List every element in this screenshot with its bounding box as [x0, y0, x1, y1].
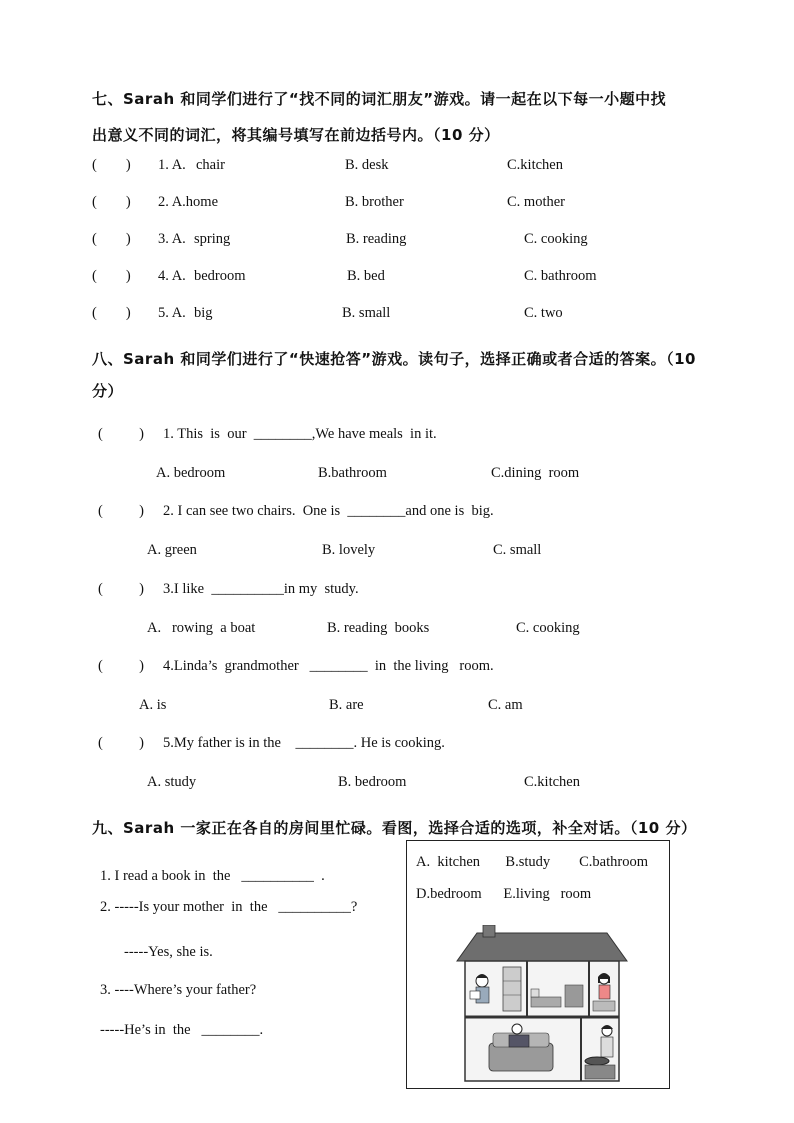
option-b: B. reading: [346, 231, 407, 247]
option-c: C. cooking: [516, 620, 580, 636]
option-a: A. green: [147, 542, 197, 558]
option-b: B. bed: [347, 268, 385, 284]
answer-bracket[interactable]: ( ): [98, 426, 144, 442]
options-line-2: D.bedroom E.living room: [416, 886, 592, 902]
dialog-line-4: 3. ----Where’s your father?: [100, 982, 257, 998]
option-b: B. lovely: [322, 542, 376, 558]
option-a: A. study: [147, 774, 197, 790]
option-c: C. am: [488, 697, 523, 713]
option-b: B. reading books: [327, 620, 430, 636]
question-number: 4. A.: [158, 268, 186, 284]
question-number: 5. A.: [158, 305, 186, 321]
section9-heading: 九、Sarah 一家正在各自的房间里忙碌。看图，选择合适的选项，补全对话。（10 分）: [92, 819, 697, 837]
answer-bracket[interactable]: ( ): [92, 268, 131, 284]
answer-bracket[interactable]: ( ): [98, 658, 144, 674]
section7-heading-line2: 出意义不同的词汇，将其编号填写在前边括号内。（10 分）: [92, 126, 500, 144]
option-b: B. small: [342, 305, 391, 321]
option-b: B. are: [329, 697, 364, 713]
option-c: C. small: [493, 542, 542, 558]
house-illustration-icon: [447, 925, 637, 1083]
option-c: C.kitchen: [507, 157, 563, 173]
option-a: big: [194, 305, 213, 321]
answer-bracket[interactable]: ( ): [92, 194, 131, 210]
option-a: A. bedroom: [156, 465, 226, 481]
option-c: C. two: [524, 305, 563, 321]
option-b: B.bathroom: [318, 465, 387, 481]
dialog-line-5: -----He’s in the ________.: [100, 1022, 264, 1038]
answer-bracket[interactable]: ( ): [92, 231, 131, 247]
options-line-1: A. kitchen B.study C.bathroom: [416, 854, 648, 870]
option-b: B. bedroom: [338, 774, 407, 790]
option-c: C. mother: [507, 194, 565, 210]
section7-heading-line1: 七、Sarah 和同学们进行了“找不同的词汇朋友”游戏。请一起在以下每一小题中找: [92, 90, 667, 108]
question-text: 3.I like __________in my study.: [163, 581, 359, 597]
dialog-line-1: 1. I read a book in the __________ .: [100, 868, 325, 884]
question-text: 2. I can see two chairs. One is ________and one is big.: [163, 503, 494, 519]
options-box: [406, 840, 670, 1089]
option-b: B. desk: [345, 157, 389, 173]
dialog-line-2: 2. -----Is your mother in the __________?: [100, 899, 358, 915]
option-a: bedroom: [194, 268, 246, 284]
answer-bracket[interactable]: ( ): [92, 157, 131, 173]
question-text: 5.My father is in the ________. He is cooking.: [163, 735, 445, 751]
dialog-line-3: -----Yes, she is.: [124, 944, 213, 960]
option-a: A. is: [139, 697, 167, 713]
question-number: 1. A.: [158, 157, 186, 173]
option-c: C.kitchen: [524, 774, 580, 790]
answer-bracket[interactable]: ( ): [98, 503, 144, 519]
option-b: B. brother: [345, 194, 404, 210]
question-number: 2. A.home: [158, 194, 219, 210]
section8-heading-line1: 八、Sarah 和同学们进行了“快速抢答”游戏。读句子，选择正确或者合适的答案。（10: [92, 350, 696, 368]
answer-bracket[interactable]: ( ): [98, 581, 144, 597]
option-c: C.dining room: [491, 465, 580, 481]
answer-bracket[interactable]: ( ): [98, 735, 144, 751]
option-a: chair: [196, 157, 225, 173]
section8-heading-line2: 分）: [92, 382, 124, 400]
option-a: A. rowing a boat: [147, 620, 256, 636]
option-a: spring: [194, 231, 231, 247]
question-number: 3. A.: [158, 231, 186, 247]
option-c: C. bathroom: [524, 268, 597, 284]
question-text: 1. This is our ________,We have meals in it.: [163, 426, 437, 442]
question-text: 4.Linda’s grandmother ________ in the living room.: [163, 658, 494, 674]
answer-bracket[interactable]: ( ): [92, 305, 131, 321]
option-c: C. cooking: [524, 231, 588, 247]
